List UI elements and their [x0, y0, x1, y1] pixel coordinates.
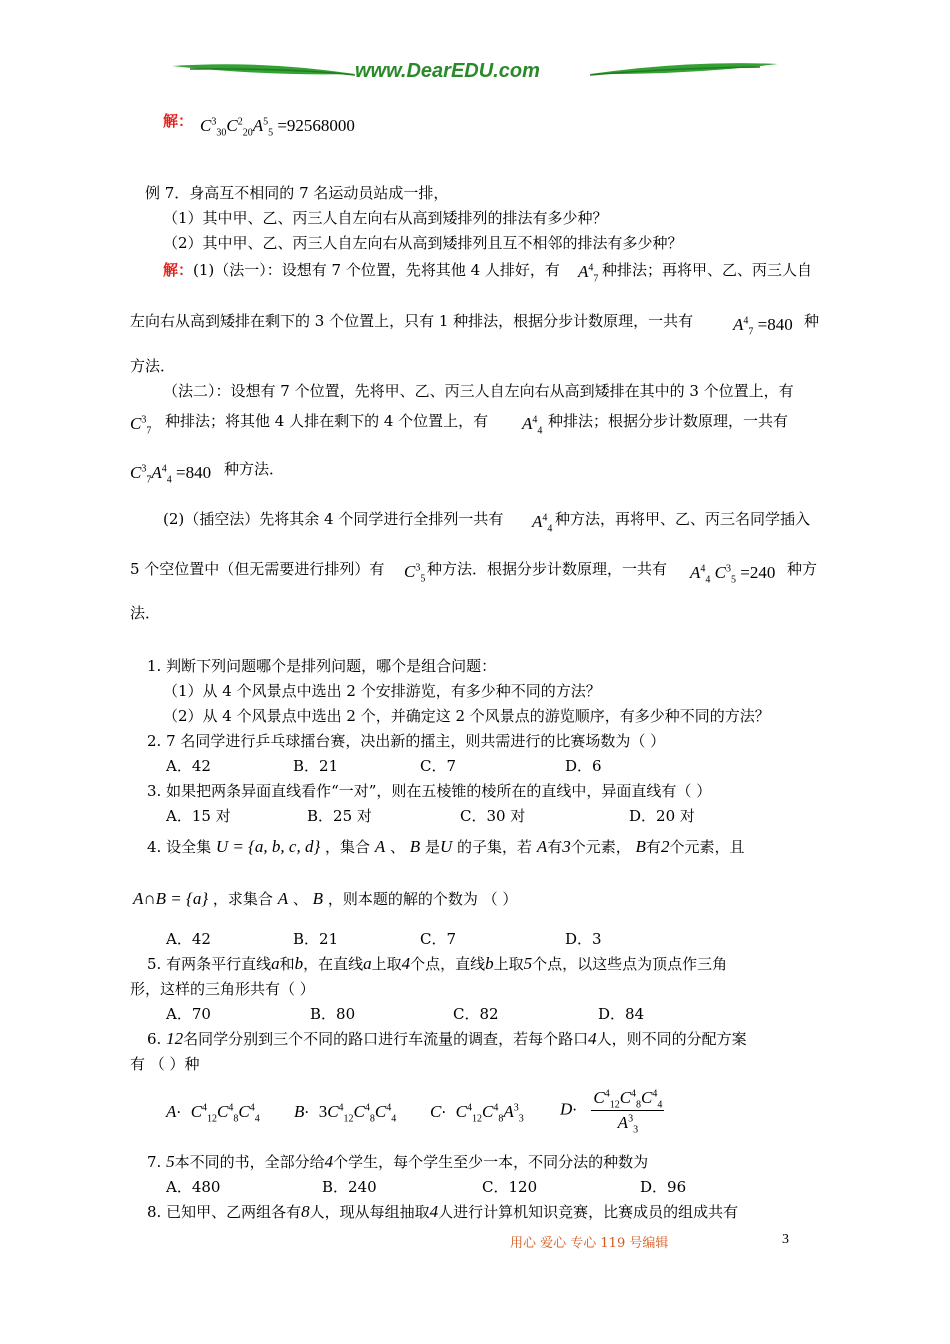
- math-c73-a44-result: $C^3_7A^4_4 =840$: [130, 463, 212, 486]
- example-7-part-2-line-3: 法．: [130, 604, 161, 622]
- exercise-6-option-b: $B\cdot 3C^4_{12}C^4_8C^4_4$: [294, 1102, 397, 1125]
- exercise-1-item-1: （1）从 4 个风景点中选出 2 个安排游览，有多少种不同的方法？: [163, 682, 601, 700]
- exercise-5-line-2: 形，这样的三角形共有（ ）: [130, 980, 315, 998]
- exercise-4-option-d: D．3: [565, 930, 602, 948]
- exercise-4-option-b: B．21: [293, 930, 339, 948]
- exercise-4-option-a: A．42: [166, 930, 211, 948]
- page-number: 3: [782, 1232, 789, 1247]
- example-7-part-2-line-1b: 种方法，再将甲、乙、丙三名同学插入: [555, 510, 811, 528]
- exercise-2-option-c: C．7: [420, 757, 457, 775]
- exercise-8: 8. 已知甲、乙两组各有8人，现从每组抽取4人进行计算机知识竞赛，比赛成员的组成共有: [147, 1202, 739, 1221]
- example-7-method-2-line-1: （法二）：设想有 7 个位置，先将甲、乙、丙三人自左向右从高到矮排在其中的 3 个位置上，有: [163, 382, 794, 400]
- exercise-1-item-2: （2）从 4 个风景点中选出 2 个，并确定这 2 个风景点的游览顺序，有多少种不同的方法？: [163, 707, 770, 725]
- example-7-solution-line-3: 方法．: [130, 357, 176, 375]
- math-a74-result: $A^4_7 =840$: [733, 315, 793, 338]
- math-a44-c53-result: $A^4_4$ $C^3_5 =240$: [690, 563, 776, 586]
- exercise-3-option-b: B．25 对: [307, 807, 372, 825]
- exercise-5-option-b: B．80: [310, 1005, 356, 1023]
- example-7-title: 例 7．身高互不相同的 7 名运动员站成一排，: [145, 184, 449, 202]
- exercise-3-option-d: D．20 对: [629, 807, 695, 825]
- example-7-part-2-line-2b: 种方法．根据分步计数原理，一共有: [427, 560, 668, 578]
- exercise-2-option-b: B．21: [293, 757, 339, 775]
- example-7-part-2-line-2-end: 种方: [787, 560, 818, 578]
- exercise-2: 2. 7 名同学进行乒乓球擂台赛，决出新的擂主，则共需进行的比赛场数为（ ）: [147, 732, 666, 750]
- math-a44: $A^4_4$: [522, 414, 543, 437]
- example-7-solution-line-2: 左向右从高到矮排在剩下的 3 个位置上，只有 1 种排法，根据分步计数原理，一共有: [130, 312, 694, 330]
- solution-label: 解：: [163, 112, 194, 130]
- exercise-6-option-a: $A\cdot C^4_{12}C^4_8C^4_4$: [166, 1102, 260, 1125]
- exercise-3: 3. 如果把两条异面直线看作“一对”，则在五棱锥的棱所在的直线中，异面直线有（ ）: [147, 782, 712, 800]
- example-7-solution-line-2-end: 种: [804, 312, 820, 330]
- exercise-5-option-c: C．82: [453, 1005, 499, 1023]
- exercise-5-option-d: D．84: [598, 1005, 645, 1023]
- exercise-4-line-2: A∩B = {a} ，求集合 A 、 B ，则本题的解的个数为 （ ）: [133, 889, 518, 908]
- exercise-4-line-1: 4. 设全集 U = {a, b, c, d} ，集合 A 、 B 是U 的子集，若 A有3个元素， B有2个元素，且: [147, 837, 745, 856]
- example-7-question-2: （2）其中甲、乙、丙三人自左向右从高到矮排列且互不相邻的排法有多少种？: [163, 234, 683, 252]
- exercise-3-option-a: A．15 对: [166, 807, 231, 825]
- exercise-7: 7. 5本不同的书，全部分给4个学生，每个学生至少一本，不同分法的种数为: [147, 1152, 649, 1171]
- example-7-method-2-line-3: 种方法．: [224, 460, 285, 478]
- exercise-7-option-c: C．120: [482, 1178, 538, 1196]
- exercise-2-option-d: D．6: [565, 757, 602, 775]
- math-a44-part2: $A^4_4$: [532, 512, 553, 535]
- exercise-6-option-c: $C\cdot C^4_{12}C^4_8A^3_3$: [430, 1102, 524, 1125]
- exercise-5-option-a: A．70: [166, 1005, 211, 1023]
- math-c73: $C^3_7$: [130, 414, 152, 437]
- exercise-6-line-1: 6. 12名同学分别到三个不同的路口进行车流量的调查，若每个路口4人，则不同的分配方案: [147, 1029, 747, 1048]
- example-7-solution-line-1: 解：(1)（法一）：设想有 7 个位置，先将其他 4 人排好，有: [163, 261, 560, 279]
- exercise-7-option-a: A．480: [166, 1178, 221, 1196]
- exercise-5-line-1: 5. 有两条平行直线a和b，在直线a上取4个点，直线b上取5个点，以这些点为顶点作三角: [147, 954, 728, 973]
- exercise-6-line-2: 有 （ ）种: [130, 1055, 200, 1073]
- example-7-part-2-line-1a: (2)（插空法）先将其余 4 个同学进行全排列一共有: [163, 510, 504, 528]
- exercise-7-option-d: D．96: [640, 1178, 687, 1196]
- exercise-2-option-a: A．42: [166, 757, 211, 775]
- example-7-solution-line-1-end: 种排法；再将甲、乙、丙三人自: [602, 261, 813, 279]
- math-c53: $C^3_5$: [404, 562, 426, 585]
- exercise-3-option-c: C．30 对: [460, 807, 526, 825]
- example-7-part-2-line-2a: 5 个空位置中（但无需要进行排列）有: [130, 560, 385, 578]
- example-7-question-1: （1）其中甲、乙、丙三人自左向右从高到矮排列的排法有多少种？: [163, 209, 608, 227]
- solution-expression: $C^3_{30}C^2_{20}A^5_5 =92568000$: [200, 116, 355, 139]
- example-7-method-2-line-2a: 种排法；将其他 4 人排在剩下的 4 个位置上，有: [165, 412, 489, 430]
- footer-text: 用心 爱心 专心 119 号编辑: [510, 1236, 669, 1251]
- site-url: www.DearEDU.com: [355, 60, 540, 82]
- exercise-4-option-c: C．7: [420, 930, 457, 948]
- exercise-6-option-d: D· $\frac{C^4_{12}C^4_8C^4_4}{A^3_3}$: [560, 1088, 663, 1136]
- example-7-method-2-line-2b: 种排法；根据分步计数原理，一共有: [548, 412, 789, 430]
- exercise-7-option-b: B．240: [322, 1178, 377, 1196]
- math-a74: $A^4_7$: [578, 262, 599, 285]
- exercise-1: 1. 判断下列问题哪个是排列问题，哪个是组合问题：: [147, 657, 497, 675]
